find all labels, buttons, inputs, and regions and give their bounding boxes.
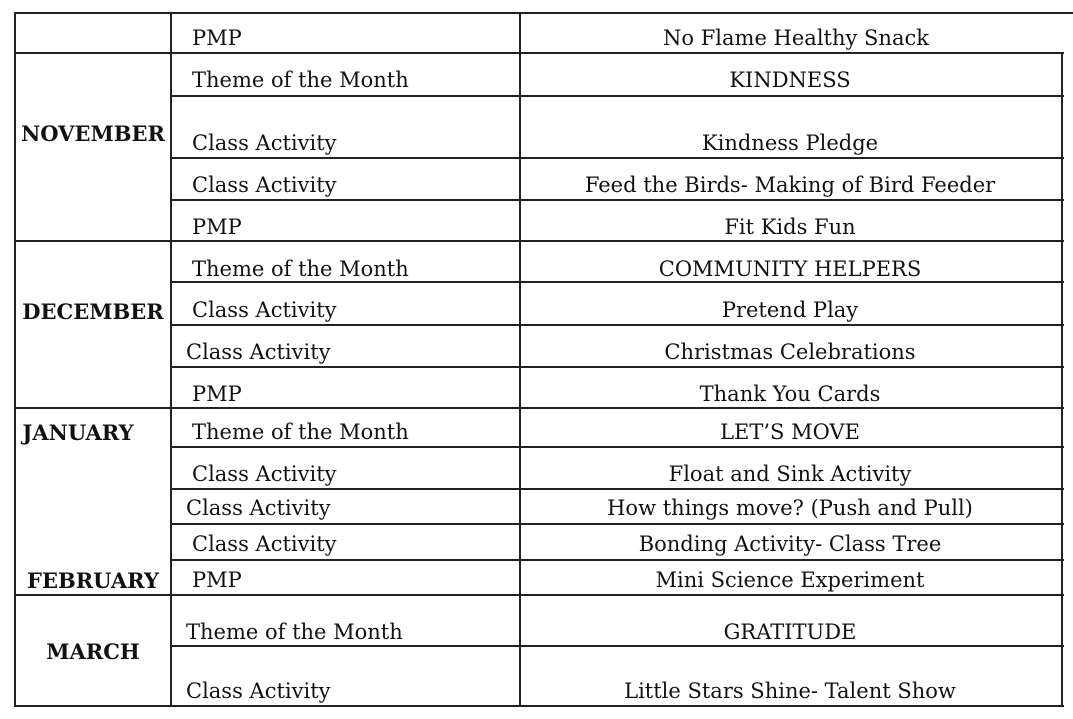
activity-cell: Class Activity: [192, 532, 337, 556]
table-border: [170, 559, 1064, 561]
month-label: MARCH: [46, 639, 140, 664]
detail-cell: Float and Sink Activity: [668, 462, 912, 486]
activity-cell: Theme of the Month: [186, 620, 403, 644]
table-border: [170, 523, 1064, 525]
detail-cell: Christmas Celebrations: [664, 340, 916, 364]
detail-cell: Fit Kids Fun: [724, 215, 856, 239]
activity-cell: Theme of the Month: [192, 420, 409, 444]
table-border: [170, 12, 172, 707]
activity-cell: PMP: [192, 215, 242, 239]
detail-cell: Feed the Birds- Making of Bird Feeder: [584, 173, 996, 197]
detail-cell: GRATITUDE: [723, 620, 857, 644]
activity-cell: Class Activity: [186, 496, 331, 520]
activity-cell: Class Activity: [192, 173, 337, 197]
table-border: [14, 12, 1073, 14]
month-label: FEBRUARY: [27, 568, 159, 593]
detail-cell: No Flame Healthy Snack: [663, 26, 929, 50]
table-border: [14, 12, 16, 707]
detail-cell: Bonding Activity- Class Tree: [638, 532, 942, 556]
detail-cell: Thank You Cards: [699, 382, 881, 406]
activity-cell: PMP: [192, 26, 242, 50]
table-border: [170, 95, 1064, 97]
activity-cell: Class Activity: [192, 462, 337, 486]
detail-cell: Pretend Play: [721, 298, 859, 322]
detail-cell: LET’S MOVE: [720, 420, 860, 444]
table-border: [170, 446, 1064, 448]
detail-cell: COMMUNITY HELPERS: [658, 257, 922, 281]
table-border: [170, 645, 1064, 647]
detail-cell: KINDNESS: [729, 68, 851, 92]
table-border: [170, 324, 1064, 326]
activity-cell: Theme of the Month: [192, 68, 409, 92]
table-border: [519, 12, 521, 707]
detail-cell: Little Stars Shine- Talent Show: [624, 679, 956, 703]
activity-cell: PMP: [192, 382, 242, 406]
month-label: JANUARY: [22, 420, 134, 445]
table-border: [170, 366, 1064, 368]
month-label: NOVEMBER: [21, 121, 165, 146]
table-border: [170, 281, 1064, 283]
detail-cell: Kindness Pledge: [701, 131, 879, 155]
detail-cell: Mini Science Experiment: [655, 568, 925, 592]
table-border: [170, 488, 1064, 490]
month-label: DECEMBER: [22, 299, 164, 324]
activity-cell: PMP: [192, 568, 242, 592]
table-border: [170, 157, 1064, 159]
activity-cell: Class Activity: [186, 340, 331, 364]
detail-cell: How things move? (Push and Pull): [607, 496, 973, 520]
table-border: [1061, 52, 1063, 707]
table-border: [170, 199, 1064, 201]
activity-cell: Class Activity: [192, 298, 337, 322]
activity-cell: Theme of the Month: [192, 257, 409, 281]
activity-cell: Class Activity: [186, 679, 331, 703]
activity-cell: Class Activity: [192, 131, 337, 155]
